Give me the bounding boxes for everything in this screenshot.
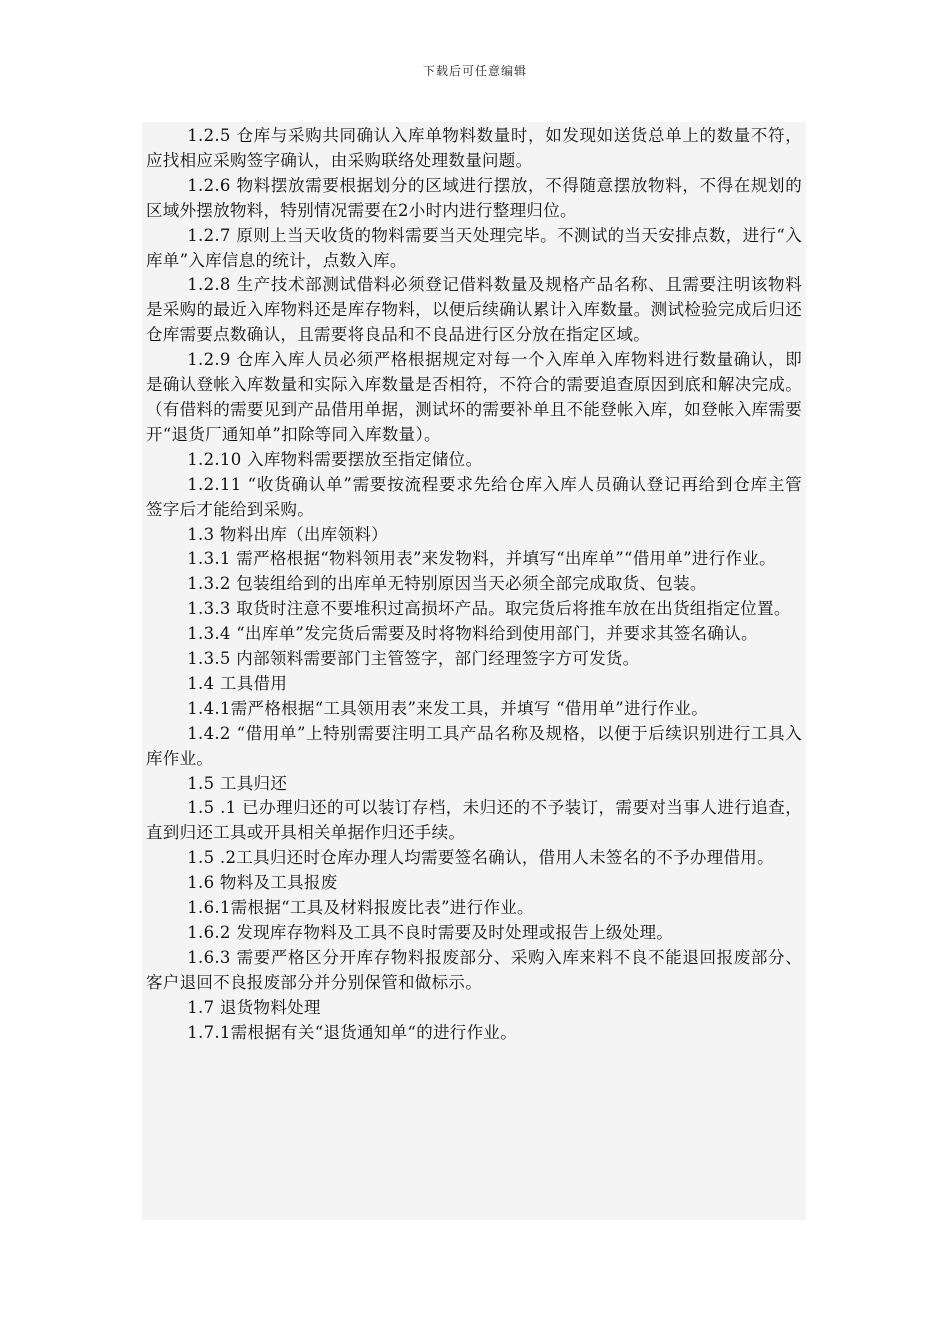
paragraph-1-3-2: 1.3.2 包装组给到的出库单无特别原因当天必须全部完成取货、包装。 [187,574,707,594]
paragraph-1-5-2: 1.5 .2工具归还时仓库办理人均需要签名确认，借用人未签名的不予办理借用。 [187,848,774,868]
paragraph-1-5-1: 1.5 .1 已办理归还的可以装订存档，未归还的不予装订，需要对当事人进行追查，直到归还工具或开具相关单据作归还手续。 [146,798,802,843]
paragraph-1-2-7: 1.2.7 原则上当天收货的物料需要当天处理完毕。不测试的当天安排点数，进行“入库单”入库信息的统计，点数入库。 [146,225,802,270]
paragraph-1-4-2: 1.4.2 “借用单”上特别需要注明工具产品名称及规格，以便于后续识别进行工具入库作业。 [146,723,802,768]
page-header: 下载后可任意编辑 [422,64,527,78]
paragraph-1-2-11: 1.2.11 “收货确认单”需要按流程要求先给仓库入库人员确认登记再给到仓库主管签字后才能给到采购。 [146,474,802,519]
paragraph-1-3-3: 1.3.3 取货时注意不要堆积过高损坏产品。取完货后将推车放在出货组指定位置。 [187,599,791,619]
section-heading-1-6: 1.6 物料及工具报废 [187,873,338,893]
paragraph-1-7-1: 1.7.1需根据有关“退货通知单“的进行作业。 [187,1022,518,1042]
paragraph-1-2-8: 1.2.8 生产技术部测试借料必须登记借料数量及规格产品名称、且需要注明该物料是采购的最近入库物料还是库存物料，以便后续确认累计入库数量。测试检验完成后归还仓库需要点数确认，且需要将良品和不良品进行区分放在指定区域。 [146,275,802,345]
paragraph-1-6-3: 1.6.3 需要严格区分开库存物料报废部分、采购入库来料不良不能退回报废部分、客户退回不良报废部分并分别保管和做标示。 [146,947,802,992]
document-body [142,122,806,1220]
section-heading-1-4: 1.4 工具借用 [187,673,288,693]
section-heading-1-3: 1.3 物料出库（出库领料） [187,524,388,544]
paragraph-1-3-5: 1.3.5 内部领料需要部门主管签字，部门经理签字方可发货。 [187,649,640,669]
paragraph-1-2-9: 1.2.9 仓库入库人员必须严格根据规定对每一个入库单入库物料进行数量确认，即是确认登帐入库数量和实际入库数量是否相符，不符合的需要追查原因到底和解决完成。（有借料的需要见到产品借用单据，测试坏的需要补单且不能登帐入库，如登帐入库需要开“退货厂通知单”扣除等同入库数量）。 [146,350,802,444]
paragraph-1-6-2: 1.6.2 发现库存物料及工具不良时需要及时处理或报告上级处理。 [187,923,674,942]
paragraph-1-6-1: 1.6.1需根据“工具及材料报废比表”进行作业。 [187,898,534,918]
paragraph-1-2-6: 1.2.6 物料摆放需要根据划分的区域进行摆放，不得随意摆放物料，不得在规划的区域外摆放物料，特别情况需要在2小时内进行整理归位。 [146,175,802,220]
paragraph-1-4-1: 1.4.1需严格根据“工具领用表”来发工具，并填写 “借用单”进行作业。 [187,698,709,718]
paragraph-1-3-4: 1.3.4 “出库单”发完货后需要及时将物料给到使用部门，并要求其签名确认。 [187,624,758,644]
paragraph-1-2-10: 1.2.10 入库物料需要摆放至指定储位。 [187,449,483,469]
section-heading-1-5: 1.5 工具归还 [187,773,288,793]
paragraph-1-3-1: 1.3.1 需严格根据“物料领用表”来发物料，并填写“出库单”“借用单”进行作业。 [187,549,776,569]
section-heading-1-7: 1.7 退货物料处理 [187,997,321,1017]
paragraph-1-2-5: 1.2.5 仓库与采购共同确认入库单物料数量时，如发现如送货总单上的数量不符，应找相应采购签字确认，由采购联络处理数量问题。 [146,126,802,170]
